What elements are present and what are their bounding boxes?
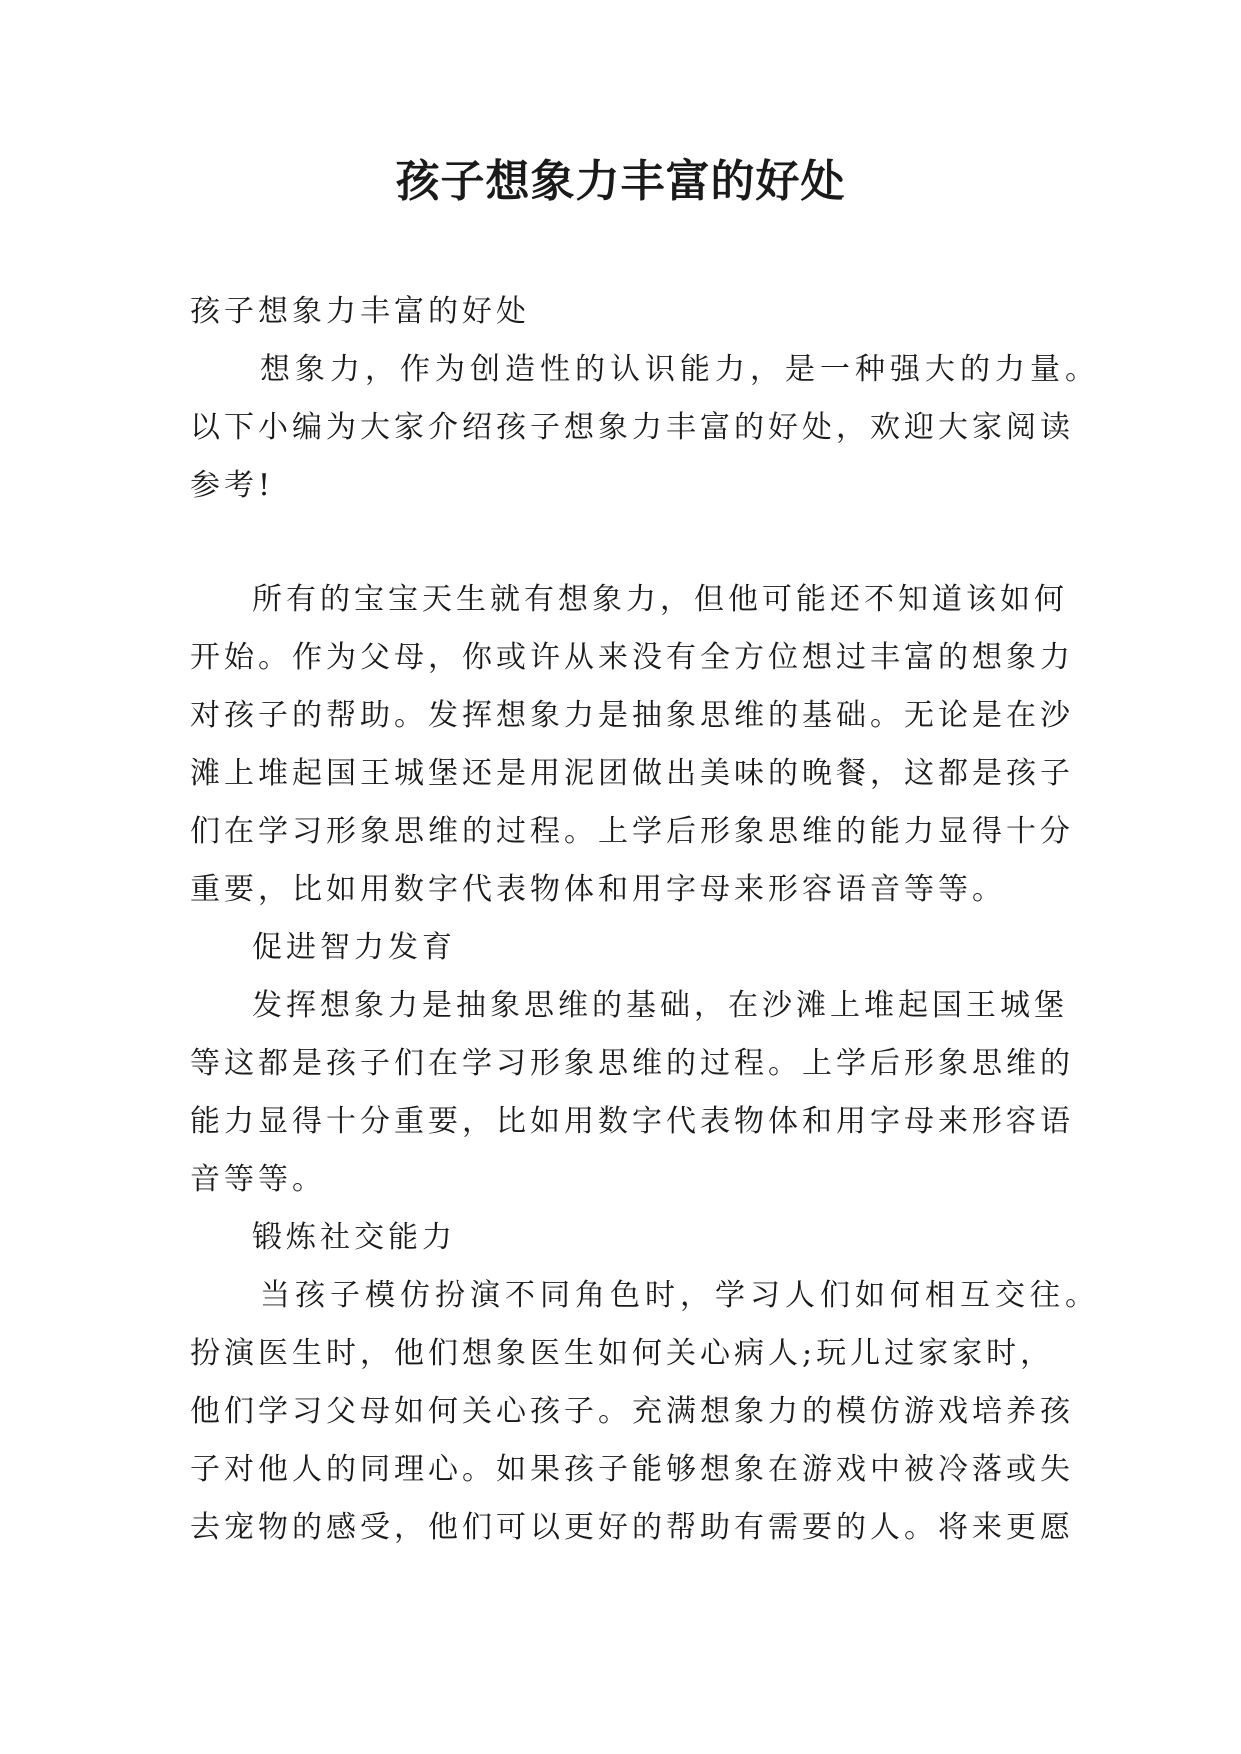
paragraph-line: 他们学习父母如何关心孩子。充满想象力的模仿游戏培养孩 [190, 1394, 1074, 1429]
paragraph-line: 对孩子的帮助。发挥想象力是抽象思维的基础。无论是在沙 [190, 698, 1074, 733]
paragraph-line: 能力显得十分重要，比如用数字代表物体和用字母来形容语 [190, 1104, 1074, 1139]
paragraph-line: 们在学习形象思维的过程。上学后形象思维的能力显得十分 [190, 814, 1074, 849]
paragraph-line: 音等等。 [190, 1162, 326, 1197]
paragraph-line: 发挥想象力是抽象思维的基础，在沙滩上堆起国王城堡 [252, 988, 1068, 1023]
paragraph-line: 当孩子模仿扮演不同角色时，学习人们如何相互交往。 [260, 1278, 1100, 1313]
paragraph-line: 扮演医生时，他们想象医生如何关心病人;玩儿过家家时， [190, 1336, 1055, 1371]
paragraph-line: 参考! [190, 468, 275, 503]
paragraph-line: 滩上堆起国王城堡还是用泥团做出美味的晚餐，这都是孩子 [190, 756, 1074, 791]
paragraph-line: 等这都是孩子们在学习形象思维的过程。上学后形象思维的 [190, 1046, 1074, 1081]
section-heading: 锻炼社交能力 [252, 1220, 456, 1255]
section-heading: 促进智力发育 [252, 930, 456, 965]
paragraph-line: 去宠物的感受，他们可以更好的帮助有需要的人。将来更愿 [190, 1510, 1074, 1545]
paragraph-line: 重要，比如用数字代表物体和用字母来形容语音等等。 [190, 872, 1006, 907]
paragraph-line: 子对他人的同理心。如果孩子能够想象在游戏中被冷落或失 [190, 1452, 1074, 1487]
paragraph-line: 开始。作为父母，你或许从来没有全方位想过丰富的想象力 [190, 640, 1074, 675]
paragraph-line: 所有的宝宝天生就有想象力，但他可能还不知道该如何 [252, 582, 1068, 617]
paragraph-line: 想象力，作为创造性的认识能力，是一种强大的力量。 [260, 352, 1100, 387]
subtitle: 孩子想象力丰富的好处 [190, 294, 530, 329]
paragraph-line: 以下小编为大家介绍孩子想象力丰富的好处，欢迎大家阅读 [190, 410, 1074, 445]
page-title: 孩子想象力丰富的好处 [395, 156, 846, 207]
